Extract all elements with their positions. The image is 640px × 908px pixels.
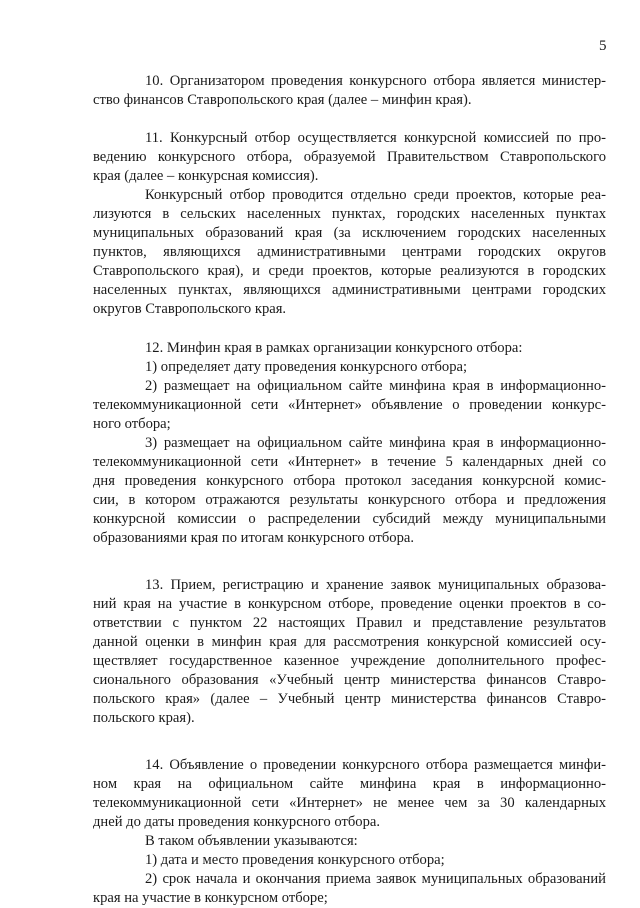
clause-11-paragraph-2	[93, 186, 606, 319]
text-line: телекоммуникационной сети «Интернет» объявление о проведении конкурс-	[93, 397, 606, 413]
section-spacer	[93, 319, 606, 339]
clause-10	[93, 72, 606, 110]
text-line: лизуются в сельских населенных пунктах, городских населенных пунктах	[93, 206, 606, 222]
section-spacer	[93, 728, 606, 756]
text-line: ний края на участие в конкурсном отборе, проведение оценки проектов в со-	[93, 596, 606, 612]
text-line: 2) размещает на официальном сайте минфина края в информационно-	[145, 378, 606, 394]
text-line: дня проведения конкурсного отбора протокол заседания конкурсной комис-	[93, 473, 606, 489]
text-line: 3) размещает на официальном сайте минфина края в информационно-	[145, 435, 606, 451]
text-line: ответствии с пунктом 22 настоящих Правил и представление результатов	[93, 615, 606, 631]
text-line: телекоммуникационной сети «Интернет» в течение 5 календарных дней со	[93, 454, 606, 470]
text-line: 1) дата и место проведения конкурсного отбора;	[145, 852, 445, 868]
clause-12-item-1	[93, 358, 606, 377]
text-line: края на участие в конкурсном отборе;	[93, 890, 328, 906]
clause-14-paragraph	[93, 756, 606, 832]
text-line: муниципальных образований края (за исключением городских населенных	[93, 225, 606, 241]
clause-14-list-intro	[93, 832, 606, 851]
clause-14-item-1	[93, 851, 606, 870]
text-line: сионального образования «Учебный центр министерства финансов Ставро-	[93, 672, 606, 688]
text-line: ство финансов Ставропольского края (далее – минфин края).	[93, 92, 472, 108]
page-number: 5	[599, 38, 607, 54]
text-line: Ставропольского края), и среди проектов, которые реализуются в городских	[93, 263, 606, 279]
text-line: ном края на официальном сайте минфина края в информационно-	[93, 776, 606, 792]
text-line: 1) определяет дату проведения конкурсного отбора;	[145, 359, 468, 375]
section-spacer	[93, 548, 606, 576]
document-body	[93, 72, 606, 908]
clause-12-intro	[93, 339, 606, 358]
text-line: телекоммуникационной сети «Интернет» не менее чем за 30 календарных	[93, 795, 606, 811]
text-line: польского края).	[93, 710, 195, 726]
text-line: 12. Минфин края в рамках организации конкурсного отбора:	[145, 340, 523, 356]
text-line: конкурсной комиссии о распределении субсидий между муниципальными	[93, 511, 606, 527]
text-line: данной оценки в минфин края для рассмотрения конкурсной комиссией осу-	[93, 634, 606, 650]
text-line: В таком объявлении указываются:	[145, 833, 358, 849]
clause-14-item-2	[93, 870, 606, 908]
text-line: ного отбора;	[93, 416, 171, 432]
text-line: дней до даты проведения конкурсного отбора.	[93, 814, 380, 830]
text-line: ведению конкурсного отбора, образуемой Правительством Ставропольского	[93, 149, 606, 165]
text-line: населенных пунктах, являющихся административными центрами городских	[93, 282, 606, 298]
clause-12-item-2	[93, 377, 606, 434]
clause-13	[93, 576, 606, 728]
text-line: образованиями края по итогам конкурсного отбора.	[93, 530, 415, 546]
clause-11-paragraph-1	[93, 129, 606, 186]
text-line: сии, в котором отражаются результаты конкурсного отбора и предложения	[93, 492, 606, 508]
text-line: пунктов, являющихся административными центрами городских округов	[93, 244, 606, 260]
text-line: 13. Прием, регистрацию и хранение заявок муниципальных образова-	[145, 577, 606, 593]
text-line: края (далее – конкурсная комиссия).	[93, 168, 319, 184]
text-line: 10. Организатором проведения конкурсного отбора является министер-	[145, 73, 606, 89]
text-line: 2) срок начала и окончания приема заявок муниципальных образований	[145, 871, 606, 887]
text-line: польского края» (далее – Учебный центр министерства финансов Ставро-	[93, 691, 606, 707]
text-line: 11. Конкурсный отбор осуществляется конкурсной комиссией по про-	[145, 130, 606, 146]
text-line: округов Ставропольского края.	[93, 301, 287, 317]
clause-12	[93, 339, 606, 548]
clause-10-paragraph	[93, 72, 606, 110]
clause-12-item-3	[93, 434, 606, 548]
clause-13-paragraph	[93, 576, 606, 728]
section-spacer	[93, 110, 606, 129]
text-line: Конкурсный отбор проводится отдельно среди проектов, которые реа-	[145, 187, 606, 203]
text-line: ществляет государственное казенное учреждение дополнительного профес-	[93, 653, 606, 669]
clause-11	[93, 129, 606, 319]
clause-14	[93, 756, 606, 908]
text-line: 14. Объявление о проведении конкурсного отбора размещается минфи-	[145, 757, 606, 773]
